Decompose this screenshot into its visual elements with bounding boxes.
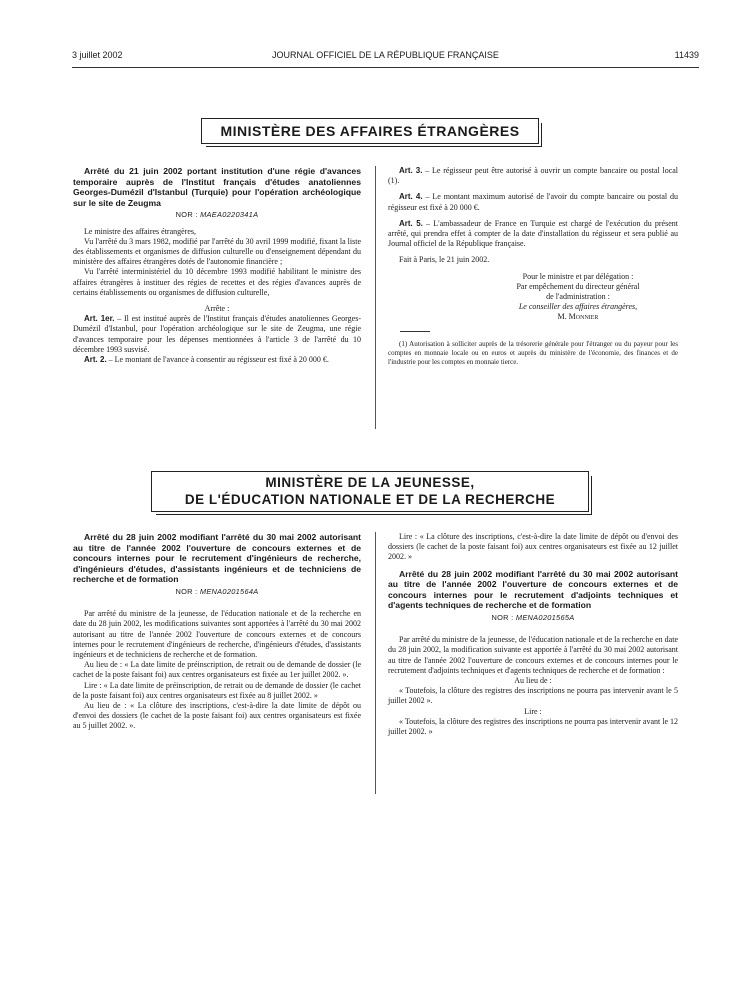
ministry-banner-education xyxy=(151,471,589,512)
signature-line-3: de l'administration : xyxy=(546,292,610,302)
article-4-text: – Le montant maximum autorisé de l'avoir du compte bancaire ou postal du régisseur est fixé à 20 000 €. xyxy=(388,192,679,212)
article-2-label: Art. 2. xyxy=(84,355,107,365)
section2-right-column xyxy=(388,532,678,737)
arrete-1-paragraph-5: Lire : « La clôture des inscriptions, c'est-à-dire la date limite de dépôt ou d'envoi des dossiers (le cachet de la poste faisant foi) aux centres organisateurs est fixée au 12 juillet 2002. » xyxy=(388,532,678,562)
article-3-text: – Le régisseur peut être autorisé à ouvrir un compte bancaire ou postal local (1). xyxy=(388,166,679,186)
arrete-1-paragraph-2: Au lieu de : « La date limite de préinscription, de retrait ou de demande de dossier (le cachet de la poste faisant foi) aux centres organisateurs est fixée au 1er juillet 2002. ». xyxy=(73,660,361,680)
arrete-2-paragraph-5: « Toutefois, la clôture des registres des inscriptions ne pourra pas intervenir avant le 12 juillet 2002. » xyxy=(388,716,678,737)
arrete-2-au-lieu-de: Au lieu de : xyxy=(514,676,552,685)
ministry-banner-foreign-affairs xyxy=(201,118,539,144)
article-3 xyxy=(388,166,678,186)
column-divider-1 xyxy=(375,166,376,429)
ministry-banner-text: MINISTÈRE DES AFFAIRES ÉTRANGÈRES xyxy=(220,123,520,139)
arrete-2-lire: Lire : xyxy=(524,706,542,716)
section1-right-column xyxy=(388,166,678,367)
arrete-heading: Arrête : xyxy=(204,304,230,313)
fait-a-paris: Fait à Paris, le 21 juin 2002. xyxy=(399,255,490,265)
ministry-banner-line-2: DE L'ÉDUCATION NATIONALE ET DE LA RECHERCHE xyxy=(184,492,556,507)
nor-code: MENA0201564A xyxy=(199,586,259,596)
article-1-text: – Il est institué auprès de l'Institut français d'études anatoliennes Georges-Dumézil d'Istanbul, pour l'opération archéologique sur le site de Zeugma, une régie d'avances temporaire pour les dépenses mentionnées à l'article 3 de l'arrêté du 10 décembre 1993 susvisé. xyxy=(73,314,361,354)
paragraph-vu-1982: Vu l'arrêté du 3 mars 1982, modifié par l'arrêté du 30 avril 1999 modifié, fixant la liste des établissements et organismes de diffusion culturelle ou d'enseignement dépendant du ministère des affaires étrangères dotés de l'autonomie financière ; xyxy=(73,236,361,267)
arrete-1-nor xyxy=(73,587,361,597)
arrete-1-paragraph-1: Par arrêté du ministre de la jeunesse, de l'éducation nationale et de la recherche en date du 28 juin 2002, les modifications suivantes sont apportées à l'arrêté du 30 mai 2002 autorisant au titre de l'année 2002 l'ouverture de concours externes et de concours internes pour le recrutement d'ingénieurs de recherche, d'ingénieurs d'études, d'assistants ingénieurs et de techniciens de recherche et de formation. xyxy=(73,609,361,659)
ministry-banner-line-1: MINISTÈRE DE LA JEUNESSE, xyxy=(265,475,475,490)
header-date: 3 juillet 2002 xyxy=(72,50,123,60)
header-journal-title: JOURNAL OFFICIEL DE LA RÉPUBLIQUE FRANÇAISE xyxy=(272,50,499,60)
arrete-2-paragraph-3: « Toutefois, la clôture des registres des inscriptions ne pourra pas intervenir avant le 5 juillet 2002 ». xyxy=(388,686,678,706)
article-5 xyxy=(388,219,678,250)
article-1-label: Art. 1er. xyxy=(84,314,115,324)
signature-name: M. Monnier xyxy=(557,312,599,322)
arrete-1-paragraph-3: Lire : « La date limite de préinscription, de retrait ou de demande de dossier (le cachet de la poste faisant foi) aux centres organisateurs est fixée au 8 juillet 2002. » xyxy=(73,680,361,700)
article-2-text: – Le montant de l'avance à consentir au régisseur est fixé à 20 000 €. xyxy=(106,355,329,365)
section2-left-column xyxy=(73,532,361,732)
footnote-rule xyxy=(400,331,430,332)
article-4-label: Art. 4. xyxy=(399,192,423,202)
nor-code: MENA0201565A xyxy=(515,612,575,622)
nor-label: NOR : xyxy=(491,612,516,622)
nor-reference xyxy=(73,210,361,220)
article-1 xyxy=(73,314,361,355)
footnote: (1) Autorisation à solliciter auprès de la trésorerie générale pour l'étranger ou du payeur pour les comptes en monnaie locale ou en euros et auprès du ministère de l'économie, des finances et de l'industrie pour les comptes en monnaie tierce. xyxy=(388,339,678,366)
article-2 xyxy=(73,355,361,365)
running-header xyxy=(72,50,699,64)
signature-block xyxy=(388,272,678,323)
arrete-title: Arrêté du 21 juin 2002 portant institution d'une régie d'avances temporaire auprès de l'Institut français d'études anatoliennes Georges-Dumézil d'Istanbul (Turquie) pour l'opération archéologique sur le site de Zeugma xyxy=(73,166,361,208)
article-3-label: Art. 3. xyxy=(399,166,423,175)
arrete-2-paragraph-1: Par arrêté du ministre de la jeunesse, de l'éducation nationale et de la recherche en date du 28 juin 2002, la modification suivante est apportée à l'arrêté du 30 mai 2002 autorisant au titre de l'année 2002 l'ouverture de concours externes et de concours internes pour le recrutement d'adjoints techniques et d'agents techniques de recherche et de formation : xyxy=(388,635,678,675)
signature-line-2: Par empêchement du directeur général xyxy=(516,281,640,291)
nor-code: MAEA0220341A xyxy=(200,210,259,220)
nor-label: NOR : xyxy=(175,586,200,596)
nor-label: NOR : xyxy=(175,210,201,220)
header-rule xyxy=(72,67,699,68)
arrete-1-title: Arrêté du 28 juin 2002 modifiant l'arrêté du 30 mai 2002 autorisant au titre de l'année 2002 l'ouverture de concours externes et de concours internes pour le recrutement d'ingénieurs de recherche, d'ingénieurs d'études, d'assistants ingénieurs et de techniciens de recherche et de formation xyxy=(73,532,361,585)
signature-line-4: Le conseiller des affaires étrangères, xyxy=(518,302,638,312)
signature-line-1: Pour le ministre et par délégation : xyxy=(522,271,634,281)
article-5-label: Art. 5. xyxy=(399,218,423,228)
paragraph-vu-1993: Vu l'arrêté interministériel du 10 décembre 1993 modifié habilitant le ministre des affaires étrangères à instituer des régies de recettes et des régies d'avances auprès de certains établissements ou organismes de diffusion culturelle, xyxy=(73,267,361,297)
arrete-2-title: Arrêté du 28 juin 2002 modifiant l'arrêté du 30 mai 2002 autorisant au titre de l'année 2002 l'ouverture de concours externes et de concours internes pour le recrutement d'adjoints techniques et d'agents techniques de recherche et de formation xyxy=(388,568,678,611)
column-divider-2 xyxy=(375,532,376,794)
header-page-number: 11439 xyxy=(674,50,699,60)
article-4 xyxy=(388,192,678,212)
article-5-text: – L'ambassadeur de France en Turquie est chargé de l'exécution du présent arrêté, qui prendra effet à compter de la date d'installation du régisseur et sera publié au Journal officiel de la République française. xyxy=(388,218,678,249)
section1-left-column xyxy=(73,166,361,365)
arrete-1-paragraph-4: Au lieu de : « La clôture des inscriptions, c'est-à-dire la date limite de dépôt ou d'envoi des dossiers (le cachet de la poste faisant foi) aux centres organisateurs est fixée au 5 juillet 2002. ». xyxy=(73,701,361,731)
paragraph-minister: Le ministre des affaires étrangères, xyxy=(84,226,197,236)
arrete-2-nor xyxy=(388,613,678,623)
